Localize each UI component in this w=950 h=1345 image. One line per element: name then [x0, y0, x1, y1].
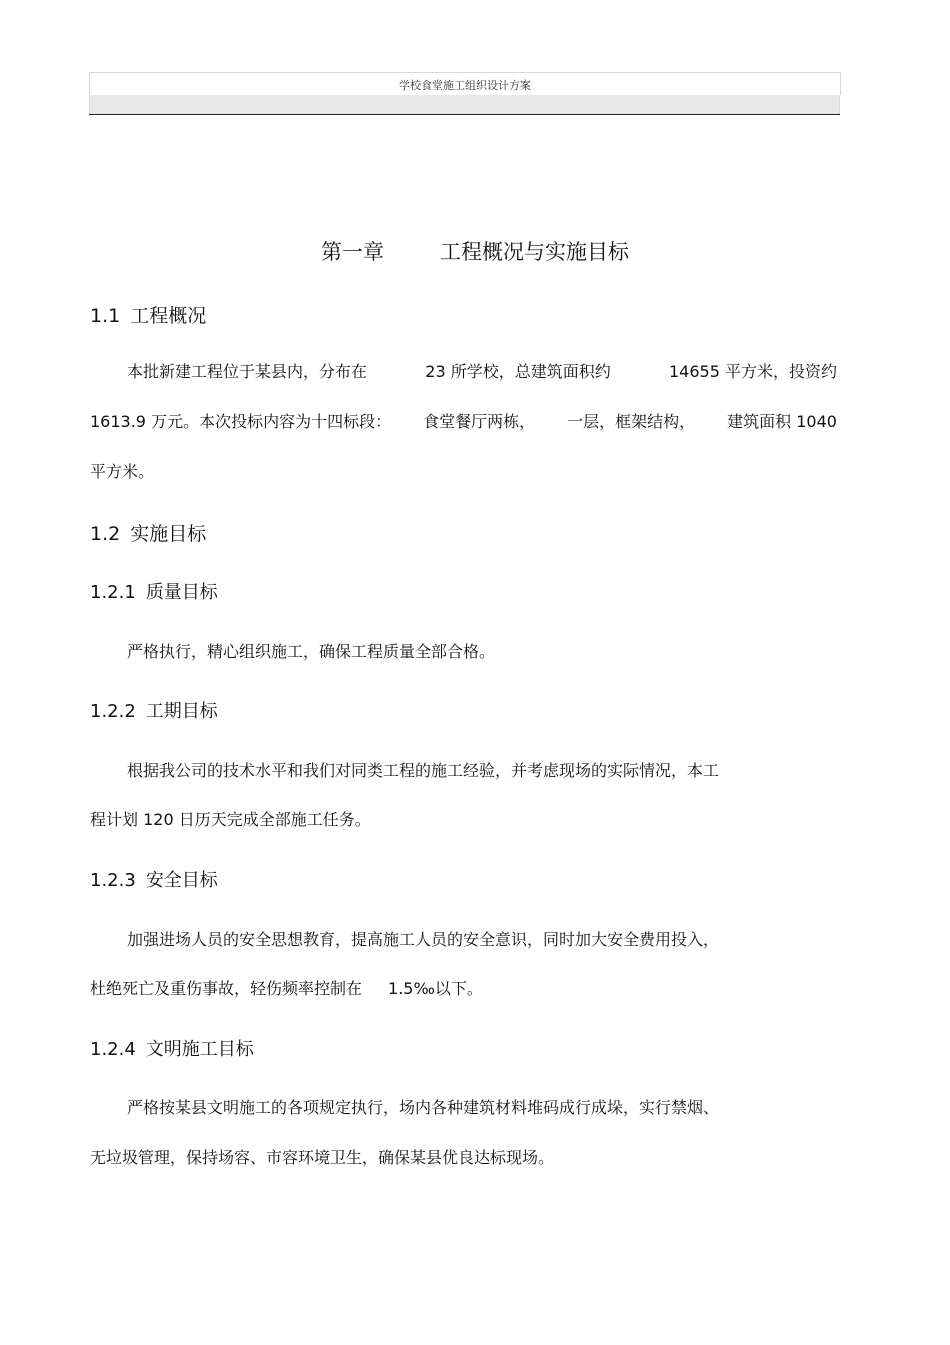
- section-1-2-1-heading: [90, 578, 218, 604]
- running-header-band: [89, 95, 840, 114]
- overview-paragraph-line-3: 平方米。: [90, 462, 155, 481]
- section-number: 1.1: [90, 305, 121, 327]
- section-title: 工期目标: [145, 701, 218, 722]
- quality-paragraph: 严格执行，精心组织施工，确保工程质量全部合格。: [127, 642, 496, 661]
- civilized-paragraph-line-2: 无垃圾管理，保持场容、市容环境卫生，确保某县优良达标现场。: [90, 1148, 555, 1167]
- running-header-title: 学校食堂施工组织设计方案: [399, 79, 531, 92]
- section-number: 1.2.1: [90, 582, 136, 603]
- section-title: 质量目标: [145, 582, 218, 603]
- overview-paragraph-line-2: 1613.9 万元。本次投标内容为十四标段： 食堂餐厅两栋， 一层，框架结构， 建筑面积 1040: [90, 412, 837, 431]
- section-1-2-heading: [90, 519, 206, 546]
- section-title: 工程概况: [130, 305, 207, 327]
- section-title: 文明施工目标: [145, 1039, 254, 1060]
- section-1-2-4-heading: [90, 1035, 254, 1061]
- section-number: 1.2.2: [90, 701, 136, 722]
- section-number: 1.2.3: [90, 870, 136, 891]
- schedule-paragraph-line-2: 程计划 120 日历天完成全部施工任务。: [90, 810, 371, 829]
- header-divider: [89, 114, 840, 115]
- overview-paragraph-line-1: 本批新建工程位于某县内，分布在 23 所学校，总建筑面积约 14655 平方米，投资约: [127, 362, 837, 381]
- section-1-2-3-heading: [90, 866, 218, 892]
- civilized-paragraph-line-1: 严格按某县文明施工的各项规定执行，场内各种建筑材料堆码成行成垛，实行禁烟、: [127, 1098, 720, 1117]
- safety-paragraph-line-2: 杜绝死亡及重伤事故，轻伤频率控制在 1.5‰以下。: [90, 979, 483, 998]
- chapter-heading: [0, 236, 950, 266]
- section-title: 实施目标: [130, 523, 207, 545]
- section-number: 1.2.4: [90, 1039, 136, 1060]
- safety-paragraph-line-1: 加强进场人员的安全思想教育，提高施工人员的安全意识，同时加大安全费用投入，: [127, 930, 720, 949]
- running-header: [89, 72, 841, 95]
- section-number: 1.2: [90, 523, 121, 545]
- section-title: 安全目标: [145, 870, 218, 891]
- schedule-paragraph-line-1: 根据我公司的技术水平和我们对同类工程的施工经验，并考虑现场的实际情况，本工: [127, 761, 720, 780]
- section-1-1-heading: [90, 301, 206, 328]
- chapter-title: 工程概况与实施目标: [440, 240, 629, 264]
- section-1-2-2-heading: [90, 697, 218, 723]
- chapter-number: 第一章: [321, 240, 384, 264]
